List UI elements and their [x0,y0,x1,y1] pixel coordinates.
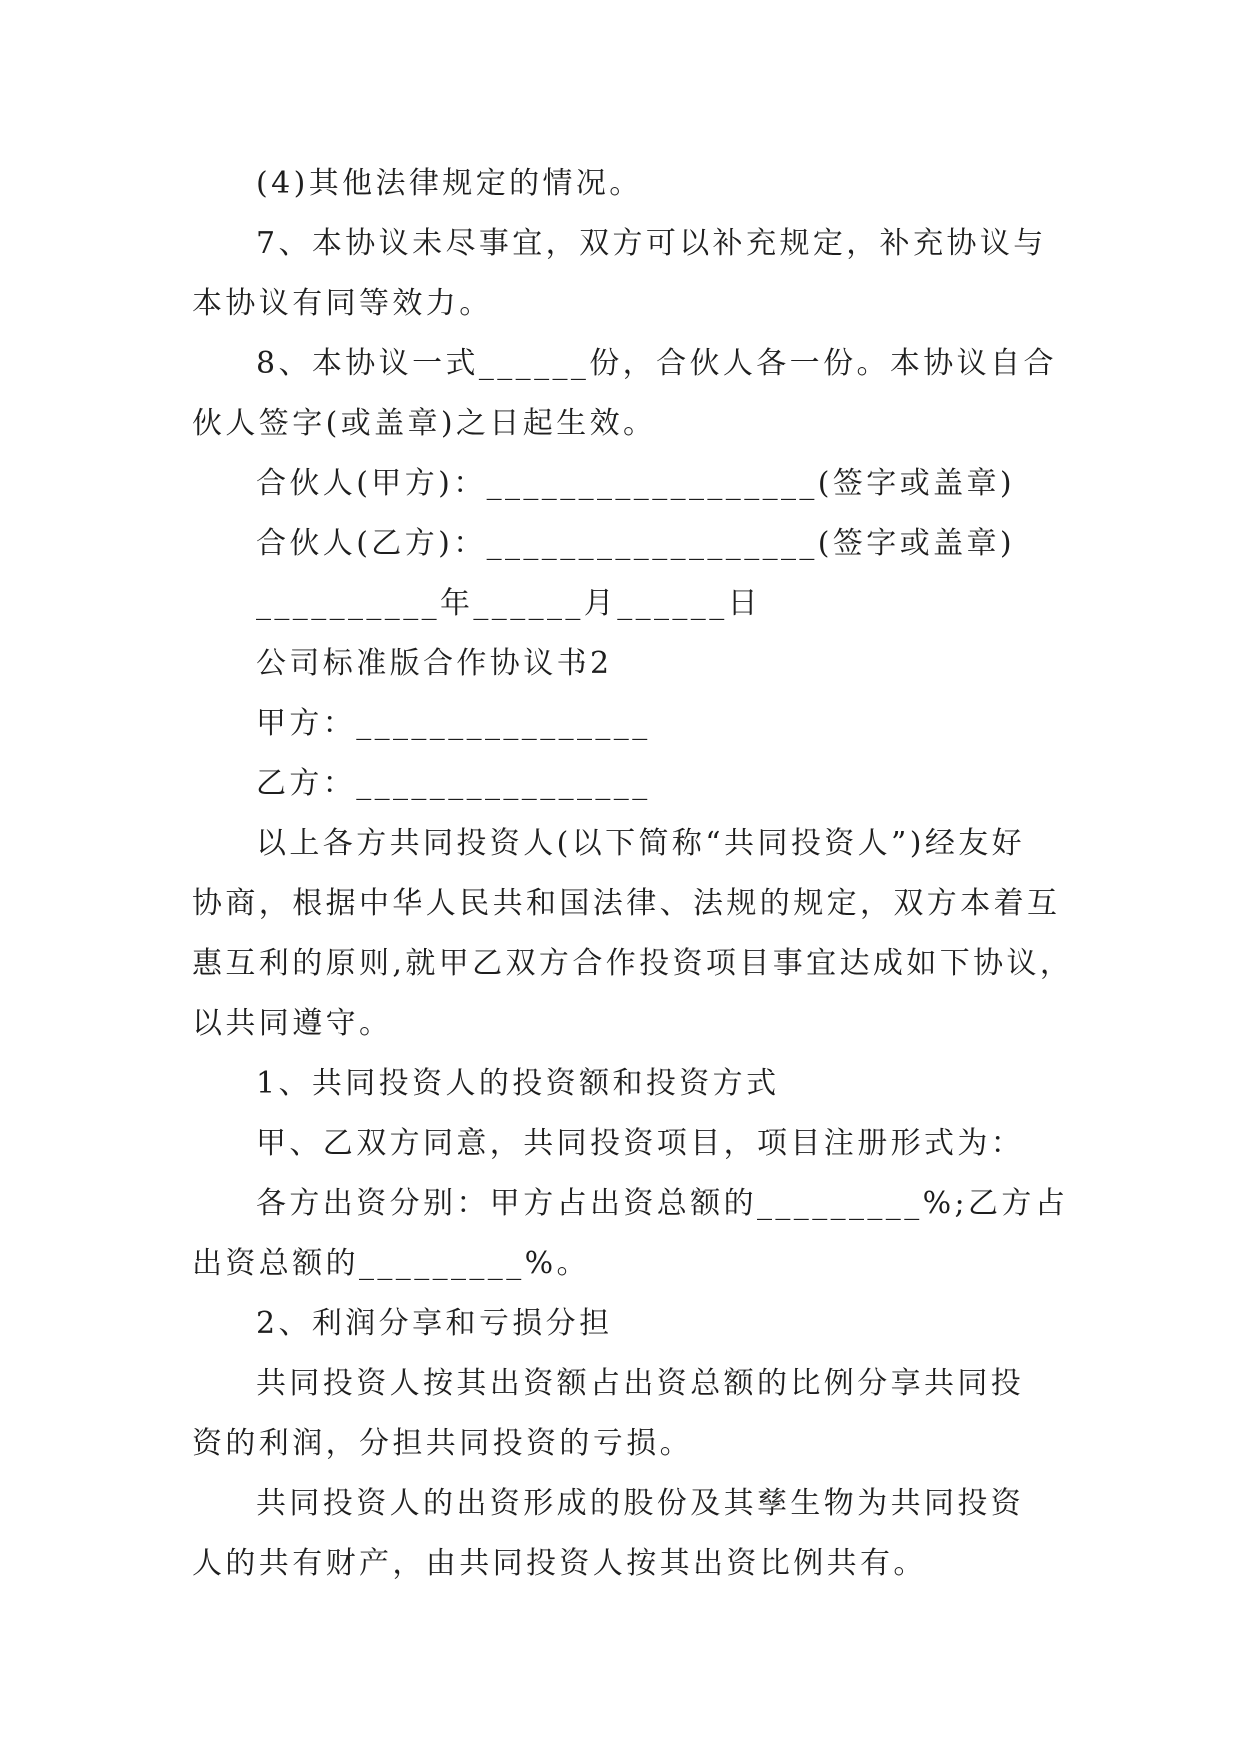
party-a-signature-line: 合伙人(甲方)：__________________(签字或盖章) [256,466,1016,501]
party-b-signature-line: 合伙人(乙方)：__________________(签字或盖章) [256,526,1016,561]
clause-2-line-1: 共同投资人按其出资额占出资总额的比例分享共同投 [256,1366,1025,1401]
preamble-line-2: 协商，根据中华人民共和国法律、法规的规定，双方本着互 [192,886,1061,921]
section-title: 公司标准版合作协议书2 [256,646,613,681]
clause-8-line-2: 伙人签字(或盖章)之日起生效。 [192,406,657,441]
clause-2-line-2: 资的利润，分担共同投资的亏损。 [192,1426,693,1461]
clause-1-line-1: 甲、乙双方同意，共同投资项目，项目注册形式为： [256,1126,1025,1161]
preamble-line-3: 惠互利的原则,就甲乙双方合作投资项目事宜达成如下协议， [192,946,1074,981]
clause-2-line-4: 人的共有财产，由共同投资人按其出资比例共有。 [192,1546,927,1581]
clause-1-line-3: 出资总额的_________%。 [192,1246,590,1281]
party-b-line: 乙方：________________ [256,766,651,801]
preamble-line-4: 以共同遵守。 [192,1006,393,1041]
clause-6-item-4: (4)其他法律规定的情况。 [256,166,643,201]
date-line: __________年______月______日 [256,586,761,621]
clause-2-line-3: 共同投资人的出资形成的股份及其孳生物为共同投资 [256,1486,1025,1521]
clause-1-heading: 1、共同投资人的投资额和投资方式 [256,1066,780,1101]
party-a-line: 甲方：________________ [256,706,651,741]
clause-1-line-2: 各方出资分别：甲方占出资总额的_________%;乙方占 [256,1186,1069,1221]
clause-7-line-2: 本协议有同等效力。 [192,286,493,321]
clause-7-line-1: 7、本协议未尽事宜，双方可以补充规定，补充协议与 [256,226,1047,261]
clause-2-heading: 2、利润分享和亏损分担 [256,1306,613,1341]
preamble-line-1: 以上各方共同投资人(以下简称“共同投资人”)经友好 [256,826,1026,861]
clause-8-line-1: 8、本协议一式______份，合伙人各一份。本协议自合 [256,346,1057,381]
